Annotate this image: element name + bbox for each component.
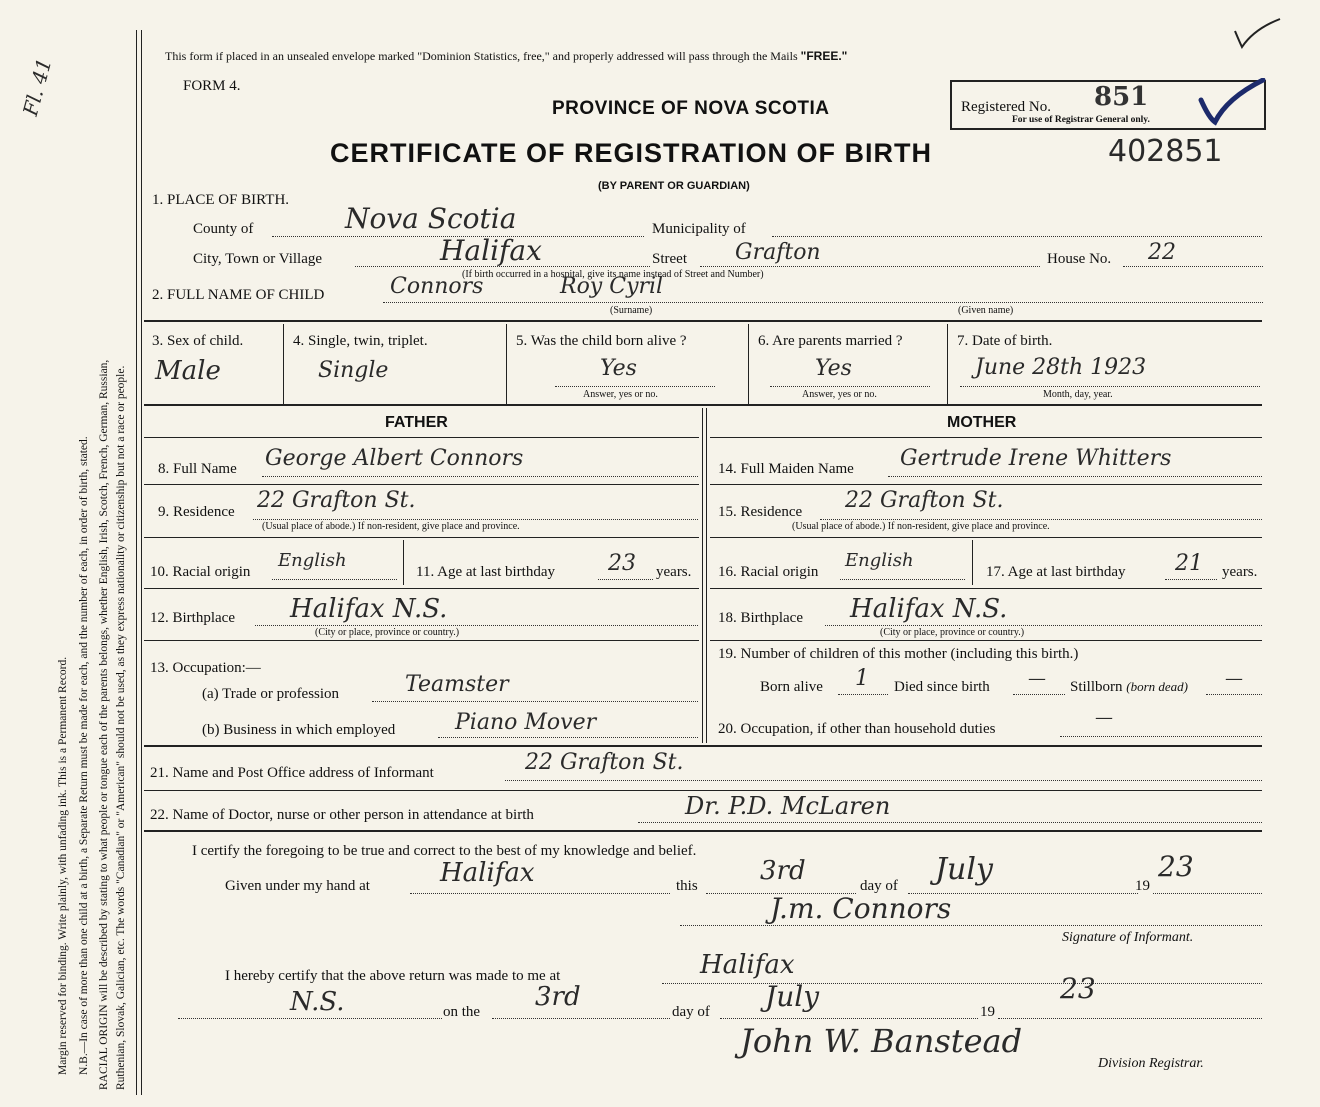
form-number: FORM 4. [183, 78, 241, 94]
registrar-place-continued: N.S. [290, 987, 345, 1017]
registered-box [950, 80, 1266, 130]
given-month-value: July [935, 852, 993, 887]
father-trade-label: (a) Trade or profession [202, 686, 340, 702]
registrar-note: For use of Registrar General only. [1012, 115, 1150, 125]
sex-value: Male [155, 356, 221, 386]
born-alive-caption: Answer, yes or no. [583, 389, 658, 400]
registrar-caption: Division Registrar. [1098, 1056, 1204, 1071]
house-number-value: 22 [1148, 240, 1176, 265]
registrar-month-value: July [765, 980, 820, 1013]
parents-married-value: Yes [815, 356, 852, 381]
on-the-label: on the [443, 1004, 481, 1020]
registrar-signature: John W. Banstead [740, 1022, 1023, 1060]
father-birthplace-caption: (City or place, province or country.) [315, 627, 460, 638]
registrar-place-value: Halifax [700, 950, 795, 980]
certify-statement: I certify the foregoing to be true and correct to the best of my knowledge and belief. [192, 843, 697, 859]
given-year-value: 23 [1158, 850, 1194, 883]
father-business-value: Piano Mover [455, 710, 597, 735]
stillborn-value: — [1225, 668, 1243, 689]
parents-married-caption: Answer, yes or no. [802, 389, 877, 400]
surname-caption: (Surname) [610, 305, 653, 316]
certificate-subtitle: (BY PARENT OR GUARDIAN) [598, 180, 750, 192]
registrar-day-of-label: day of [672, 1004, 710, 1020]
registered-number: 851 [1094, 82, 1149, 112]
county-label: County of [193, 221, 254, 237]
margin-note-multiple-births: N.B.—In case of more than one child at a birth, a Separate Return must be made for each, and the number of each, in order of birth, stated. [78, 436, 90, 1075]
child-given-name-value: Roy Cyril [560, 274, 664, 299]
certificate-number: 402851 [1108, 134, 1223, 169]
mother-birthplace-value: Halifax N.S. [850, 594, 1008, 624]
city-label: City, Town or Village [193, 251, 323, 267]
given-under-hand-label: Given under my hand at [225, 878, 370, 894]
mother-age-label: 17. Age at last birthday [986, 564, 1126, 580]
stillborn-label: Stillborn (born dead) [1070, 679, 1189, 695]
child-surname-value: Connors [390, 274, 484, 299]
province-heading: PROVINCE OF NOVA SCOTIA [552, 98, 830, 119]
registrar-day-value: 3rd [535, 982, 581, 1012]
father-name-value: George Albert Connors [265, 446, 524, 471]
mail-notice: This form if placed in an unsealed envelope marked "Dominion Statistics, free," and properly addressed will pass through the Mails "FREE." [165, 49, 848, 63]
father-age-label: 11. Age at last birthday [416, 564, 555, 580]
died-since-birth-label: Died since birth [894, 679, 990, 695]
margin-note-racial-origin: RACIAL ORIGIN will be described by stating to what people or tongue each of the parents belongs, whether English, Irish, Scotch, French, German, Russian, [98, 359, 110, 1090]
informant-signature: J.m. Connors [770, 892, 952, 925]
street-value: Grafton [735, 240, 821, 265]
born-alive-count-label: Born alive [760, 679, 823, 695]
date-of-birth-label: 7. Date of birth. [957, 333, 1053, 349]
father-age-value: 23 [608, 551, 636, 576]
father-racial-origin-value: English [278, 550, 347, 571]
father-racial-origin-label: 10. Racial origin [150, 564, 251, 580]
margin-border-outer [136, 30, 137, 1095]
father-business-label: (b) Business in which employed [202, 722, 396, 738]
father-heading: FATHER [385, 414, 448, 431]
this-label: this [676, 878, 698, 894]
mother-age-unit: years. [1222, 564, 1258, 580]
informant-value: 22 Grafton St. [525, 750, 684, 775]
father-occupation-label: 13. Occupation:— [150, 660, 261, 676]
year-prefix: 19 [1135, 878, 1150, 894]
mother-name-label: 14. Full Maiden Name [718, 461, 854, 477]
margin-note-binding: Margin reserved for binding. Write plainly, with unfading ink. This is a Permanent Record. [57, 656, 69, 1075]
sex-label: 3. Sex of child. [152, 333, 244, 349]
hospital-note: (If birth occurred in a hospital, give its name instead of Street and Number) [462, 269, 764, 280]
mother-birthplace-caption: (City or place, province or country.) [880, 627, 1025, 638]
father-residence-value: 22 Grafton St. [257, 488, 416, 513]
date-of-birth-caption: Month, day, year. [1043, 389, 1113, 400]
county-value: Nova Scotia [345, 202, 517, 235]
mother-occupation-label: 20. Occupation, if other than household duties [718, 721, 996, 737]
corner-check-icon [1232, 15, 1284, 51]
died-since-birth-value: — [1028, 668, 1046, 689]
doctor-value: Dr. P.D. McLaren [685, 792, 891, 820]
certificate-title: CERTIFICATE OF REGISTRATION OF BIRTH [330, 138, 932, 168]
informant-label: 21. Name and Post Office address of Informant [150, 765, 434, 781]
mother-age-value: 21 [1175, 551, 1203, 576]
given-place-value: Halifax [440, 858, 535, 888]
house-number-label: House No. [1047, 251, 1112, 267]
plurality-value: Single [318, 358, 389, 383]
doctor-label: 22. Name of Doctor, nurse or other person in attendance at birth [150, 807, 534, 823]
father-name-label: 8. Full Name [158, 461, 237, 477]
mother-heading: MOTHER [947, 414, 1017, 431]
city-value: Halifax [440, 234, 542, 267]
born-alive-value: Yes [600, 356, 637, 381]
date-of-birth-value: June 28th 1923 [975, 355, 1147, 380]
registered-label: Registered No. [961, 99, 1051, 115]
mother-birthplace-label: 18. Birthplace [718, 610, 803, 626]
registrar-year-value: 23 [1060, 972, 1096, 1005]
mother-racial-origin-label: 16. Racial origin [718, 564, 819, 580]
mother-occupation-value: — [1095, 707, 1113, 728]
children-count-label: 19. Number of children of this mother (including this birth.) [718, 646, 1079, 662]
father-birthplace-value: Halifax N.S. [290, 594, 448, 624]
street-label: Street [652, 251, 687, 267]
checkmark-icon [1197, 78, 1267, 126]
father-trade-value: Teamster [405, 672, 509, 697]
parents-married-label: 6. Are parents married ? [758, 333, 903, 349]
mother-residence-value: 22 Grafton St. [845, 488, 1004, 513]
father-residence-caption: (Usual place of abode.) If non-resident, give place and province. [262, 521, 520, 532]
child-name-label: 2. FULL NAME OF CHILD [152, 287, 325, 303]
municipality-label: Municipality of [652, 221, 746, 237]
plurality-label: 4. Single, twin, triplet. [293, 333, 428, 349]
given-day-value: 3rd [760, 856, 806, 886]
mother-name-value: Gertrude Irene Whitters [900, 446, 1172, 471]
mother-racial-origin-value: English [845, 550, 914, 571]
father-age-unit: years. [656, 564, 692, 580]
margin-note-racial-origin-cont: Ruthenian, Slovak, Galician, etc. The words "Canadian" or "American" should not be used, as they express nationality or citizenship but not a race or people. [115, 365, 127, 1090]
place-of-birth-label: 1. PLACE OF BIRTH. [152, 192, 290, 208]
registrar-year-prefix: 19 [980, 1004, 995, 1020]
registrar-statement: I hereby certify that the above return was made to me at [225, 968, 561, 984]
born-alive-count-value: 1 [855, 666, 869, 691]
father-residence-label: 9. Residence [158, 504, 235, 520]
informant-signature-caption: Signature of Informant. [1062, 930, 1194, 945]
margin-border-inner [141, 30, 142, 1095]
mother-residence-caption: (Usual place of abode.) If non-resident, give place and province. [792, 521, 1050, 532]
given-name-caption: (Given name) [958, 305, 1014, 316]
mother-residence-label: 15. Residence [718, 504, 803, 520]
margin-handwritten-note: Fl. 41 [18, 55, 57, 119]
father-birthplace-label: 12. Birthplace [150, 610, 235, 626]
born-alive-label: 5. Was the child born alive ? [516, 333, 687, 349]
day-of-label: day of [860, 878, 898, 894]
